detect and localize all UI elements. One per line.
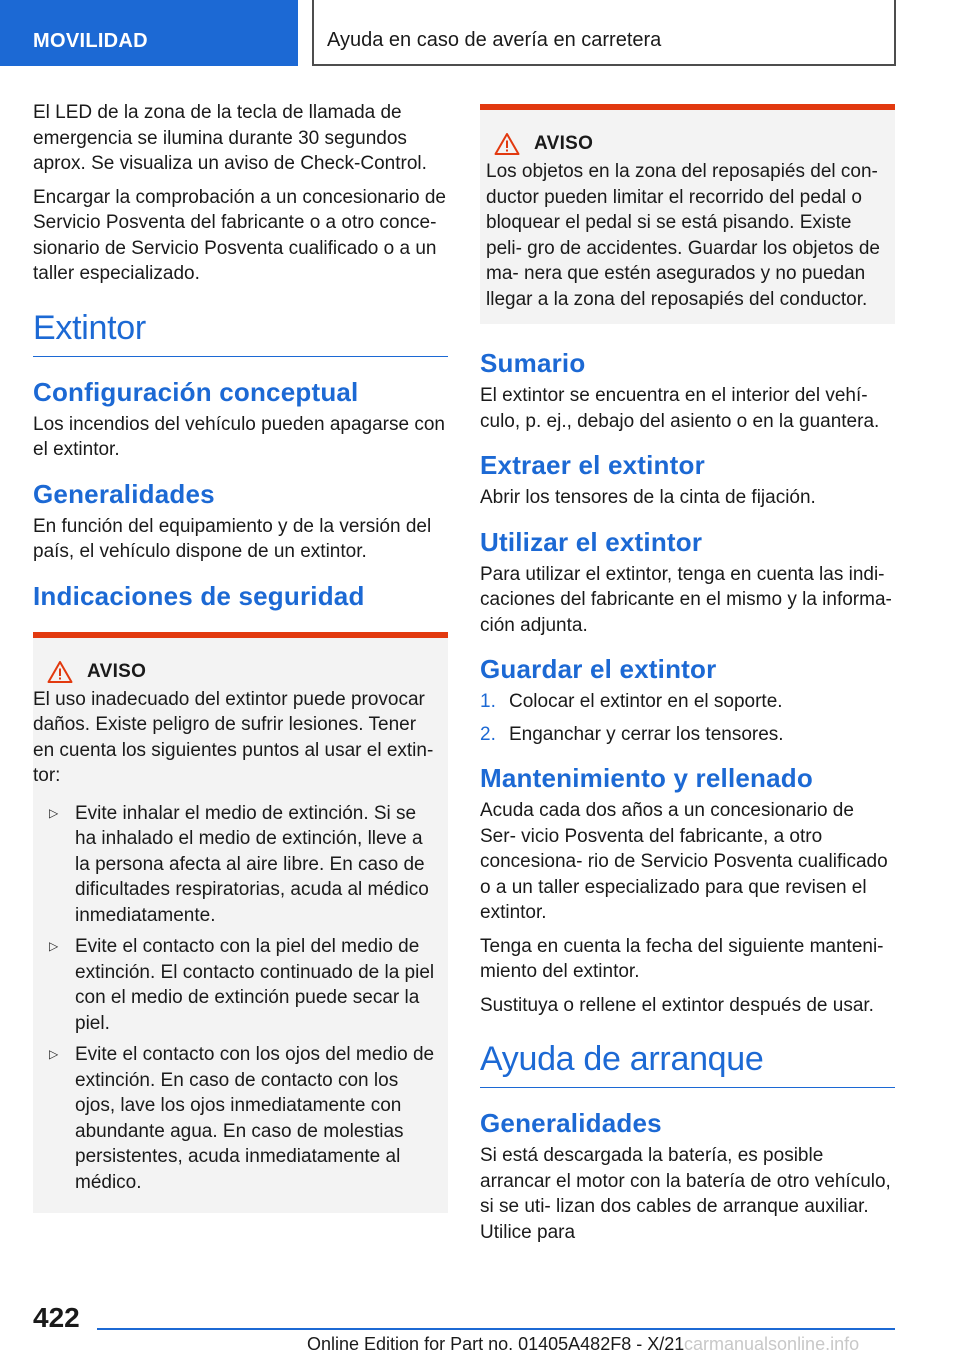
paragraph: Encargar la comprobación a un concesionario de Servicio Posventa del fabricante o a otro conce‐ sionario de Servicio Posventa cualificado o a un taller especializado. [33,186,446,284]
right-column [480,104,895,1253]
warning-header [47,660,440,684]
triangle-bullet-icon: ▷ [49,805,59,820]
heading-mantenimiento: Mantenimiento y rellenado [480,763,813,793]
step-item [480,689,895,715]
list-item [33,934,440,1036]
left-column [33,100,448,1213]
heading-indicaciones: Indicaciones de seguridad [33,580,365,611]
heading-extraer: Extraer el extintor [480,450,705,480]
triangle-bullet-icon: ▷ [49,939,59,953]
warning-triangle-icon [47,660,73,684]
warning-header [494,132,889,156]
paragraph: Sustituya o rellene el extintor después de usar. [480,994,874,1016]
warning-text: El uso inadecuado del extintor puede provocar daños. Existe peligro de sufrir lesiones. Tener en cuenta los siguientes puntos al usar el extin‐ tor: [33,688,434,786]
warning-title: AVISO [87,660,147,682]
heading-ayuda-arranque: Ayuda de arranque [480,1040,895,1088]
paragraph: Acuda cada dos años a un concesionario de Ser‐ vicio Posventa del fabricante, a otro concesiona‐ rio de Servicio Posventa cualificado o a un taller especializado para que revisen el extintor. [480,800,888,923]
heading-guardar: Guardar el extintor [480,654,717,684]
step-number: 1. [480,691,496,712]
footer-divider [97,1328,895,1330]
footer-watermark: carmanualsonline.info [684,1334,860,1354]
warning-title: AVISO [534,133,594,154]
list-item [33,801,440,929]
paragraph: Para utilizar el extintor, tenga en cuenta las indi‐ caciones del fabricante en el mismo y la informa‐ ción adjunta. [480,563,892,636]
paragraph: El extintor se encuentra en el interior del vehí‐ culo, p. ej., debajo del asiento o en la guantera. [480,385,880,432]
step-number: 2. [480,723,496,745]
list-item-text: Evite el contacto con la piel del medio de extinción. El contacto continuado de la piel con el medio de extinción puede secar la piel. [75,936,435,1034]
footer-edition: Online Edition for Part no. 01405A482F8 - X/21 [307,1334,685,1354]
triangle-bullet-icon: ▷ [49,1047,59,1061]
heading-generalidades-2: Generalidades [480,1108,662,1138]
heading-utilizar: Utilizar el extintor [480,526,703,557]
list-item [33,1042,440,1195]
warning-box [480,104,895,324]
step-item [480,722,895,748]
paragraph: Abrir los tensores de la cinta de fijación. [480,487,816,508]
paragraph: Tenga en cuenta la fecha del siguiente manteni‐ miento del extintor. [480,935,884,982]
step-text: Colocar el extintor en el soporte. [509,691,783,712]
warning-list [33,801,440,1196]
page-header [0,0,960,66]
warning-box [33,632,448,1214]
page-number: 422 [33,1302,80,1333]
chapter-title: Ayuda en caso de avería en carretera [312,0,896,66]
heading-extintor: Extintor [33,309,448,357]
heading-sumario: Sumario [480,348,586,378]
list-item-text: Evite inhalar el medio de extinción. Si se ha inhalado el medio de extinción, lleve a la persona afecta al aire libre. En caso de dificultades respiratorias, acuda al médico inmediatamente. [75,802,429,926]
paragraph: En función del equipamiento y de la versión del país, el vehículo dispone de un extintor. [33,515,432,562]
paragraph: Si está descargada la batería, es posible arrancar el motor con la batería de otro vehículo, si se uti‐ lizan dos cables de arranque auxiliar. Utilice para [480,1145,891,1243]
steps-list [480,689,895,747]
list-item-text: Evite el contacto con los ojos del medio de extinción. En caso de contacto con los ojos, lave los ojos inmediatamente con abundante agua. En caso de molestias persistentes, acuda inmediatamente al médico. [75,1044,435,1193]
warning-triangle-icon [494,132,520,156]
heading-configuracion: Configuración conceptual [33,376,359,407]
paragraph: Los incendios del vehículo pueden apagarse con el extintor. [33,413,445,460]
heading-generalidades: Generalidades [33,478,215,509]
step-text: Enganchar y cerrar los tensores. [509,723,784,745]
section-tab: MOVILIDAD [0,0,298,66]
warning-text: Los objetos en la zona del reposapiés del con‐ ductor pueden limitar el recorrido del pedal o bloquear el pedal si se está pisando. Existe peli‐ gro de accidentes. Guardar los objetos de ma‐ nera que estén asegurados y no puedan llegar a la zona del reposapiés del conductor. [486,161,880,310]
paragraph: El LED de la zona de la tecla de llamada de emergencia se ilumina durante 30 segundos aprox. Se visualiza un aviso de Check-Control. [33,102,427,174]
